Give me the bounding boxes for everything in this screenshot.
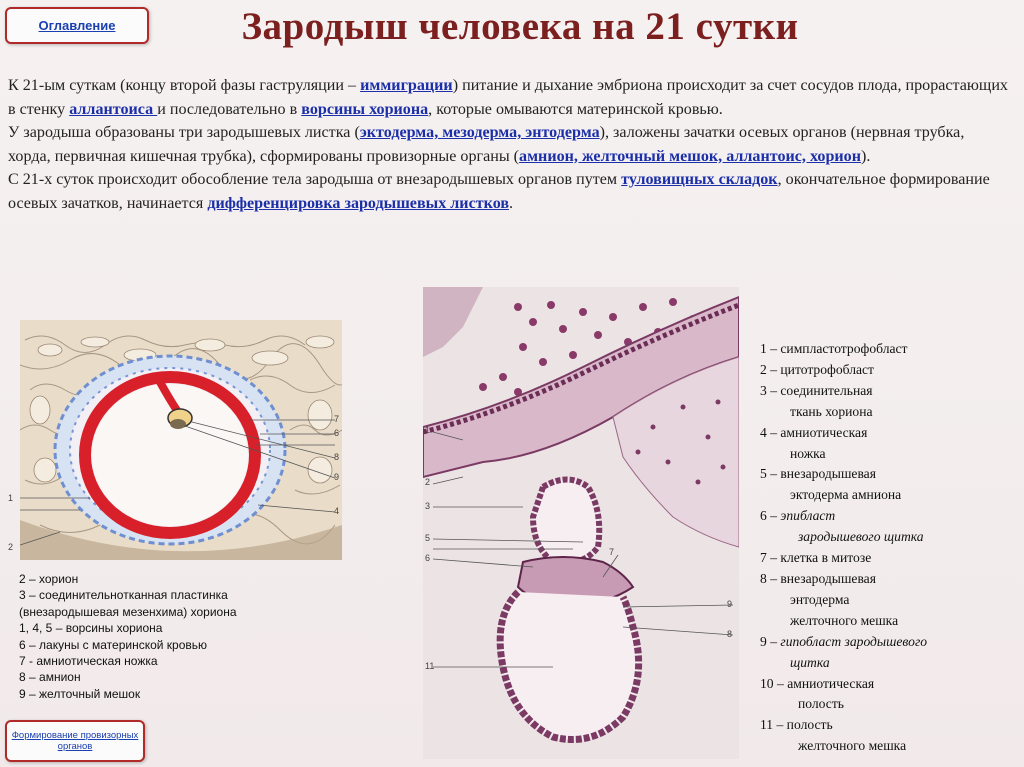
legend-term: эпибласт [780,508,836,524]
legend-item: эктодерма амниона [790,487,902,503]
figure-label: 2 [8,542,14,552]
figure-label: 4 [334,506,340,516]
figure-label: 1 [8,493,14,503]
link-immigration[interactable]: иммиграции [360,77,453,94]
text-run: ) питание и дыхание эмбриона происходит за счет сосудов плода, прорастающих в стенку [8,77,1008,118]
chorion-illustration [20,320,342,560]
chorion-legend [19,571,319,702]
histology-illustration [423,287,739,759]
legend-item: желточного мешка [798,738,907,754]
link-chorion-villi[interactable]: ворсины хориона [301,100,429,118]
legend-item [760,506,1020,527]
figure-label: 2 [425,477,431,487]
figure-label: 11 [425,661,435,671]
text-run: ). [860,147,871,165]
legend-item: энтодерма [790,591,850,607]
legend-item: ткань хориона [790,403,873,419]
legend-item: ножка [790,445,826,461]
legend-item: 5 – внезародышевая [760,466,876,482]
legend-item: 7 - амниотическая ножка [19,654,158,669]
table-of-contents-button[interactable]: Оглавление [5,7,149,44]
figure-label: 6 [334,428,340,438]
legend-item: щитка [790,654,830,670]
legend-item: желточного мешка [790,612,899,628]
legend-item: 2 – цитотрофобласт [760,361,874,377]
legend-item [760,632,1020,653]
text-run: ), заложены зачатки осевых органов (нервная трубка, хорда, первичная кишечная трубка), сформированы провизорные органы ( [8,124,965,165]
paragraph-1 [8,74,1008,121]
figure-label: 8 [334,452,340,462]
legend-number: 6 – [760,508,781,524]
paragraph-2 [8,121,1008,168]
figure-label: 9 [334,472,340,482]
figure-label: 9 [727,599,733,609]
figure-label: 8 [727,629,733,639]
text-run: , которые омываются материнской кровью. [428,100,723,118]
figure-label: 3 [425,501,431,511]
legend-term: гипобласт зародышевого [780,633,928,649]
link-allantois[interactable]: аллантоиса [69,100,158,118]
legend-number: 9 – [760,633,781,649]
legend-item: 10 – амниотическая [760,675,875,691]
text-run: У зародыша образованы три зародышевых листка ( [8,124,360,141]
legend-item: 1, 4, 5 – ворсины хориона [19,621,163,636]
legend-item: 8 – внезародышевая [760,570,876,586]
text-run: К 21-ым суткам (концу второй фазы гаструляции – [8,77,361,94]
legend-item: 4 – амниотическая [760,424,868,440]
link-germ-layer-differentiation[interactable]: дифференцировка зародышевых листков [207,194,510,212]
legend-item: 8 – амнион [19,670,81,685]
paragraph-3 [8,168,1008,215]
legend-item: 11 – полость [760,717,833,733]
legend-item: 7 – клетка в митозе [760,550,872,566]
legend-item: полость [798,696,844,712]
provisional-organs-button[interactable]: Формирование провизорных органов [5,720,145,762]
legend-item: 6 – лакуны с материнской кровью [19,637,208,652]
section-legend [760,339,1020,757]
legend-item: 1 – симпластотрофобласт [760,341,908,356]
legend-item: зародышевого щитка [798,529,924,545]
figure-label: 6 [425,553,431,563]
text-run: и последовательно в [157,100,302,118]
text-run: С 21-х суток происходит обособление тела зародыша от внезародышевых органов путем [8,171,622,188]
text-run: , окончательное формирование осевых зачатков, начинается [8,171,990,212]
legend-item: (внезародышевая мезенхима) хориона [19,604,237,619]
body-text [8,74,1008,215]
page-title: Зародыш человека на 21 сутки [241,5,799,48]
link-trunk-folds[interactable]: туловищных складок [621,171,778,188]
text-run: . [509,194,514,212]
legend-item: 2 – хорион [19,572,79,586]
figure-label: 7 [609,547,615,557]
legend-item: 9 – желточный мешок [19,686,141,701]
embryo-section-figure [423,287,739,759]
legend-item: 3 – соединительная [760,382,873,398]
figure-label: 1 [425,425,431,435]
chorion-figure [8,320,342,560]
link-provisional-organs[interactable]: амнион, желточный мешок, аллантоис, хорион [519,147,861,165]
figure-label: 7 [334,414,340,424]
legend-item: 3 – соединительнотканная пластинка [19,588,228,603]
figure-label: 5 [425,533,431,543]
link-germ-layers[interactable]: эктодерма, мезодерма, энтодерма [359,124,600,141]
